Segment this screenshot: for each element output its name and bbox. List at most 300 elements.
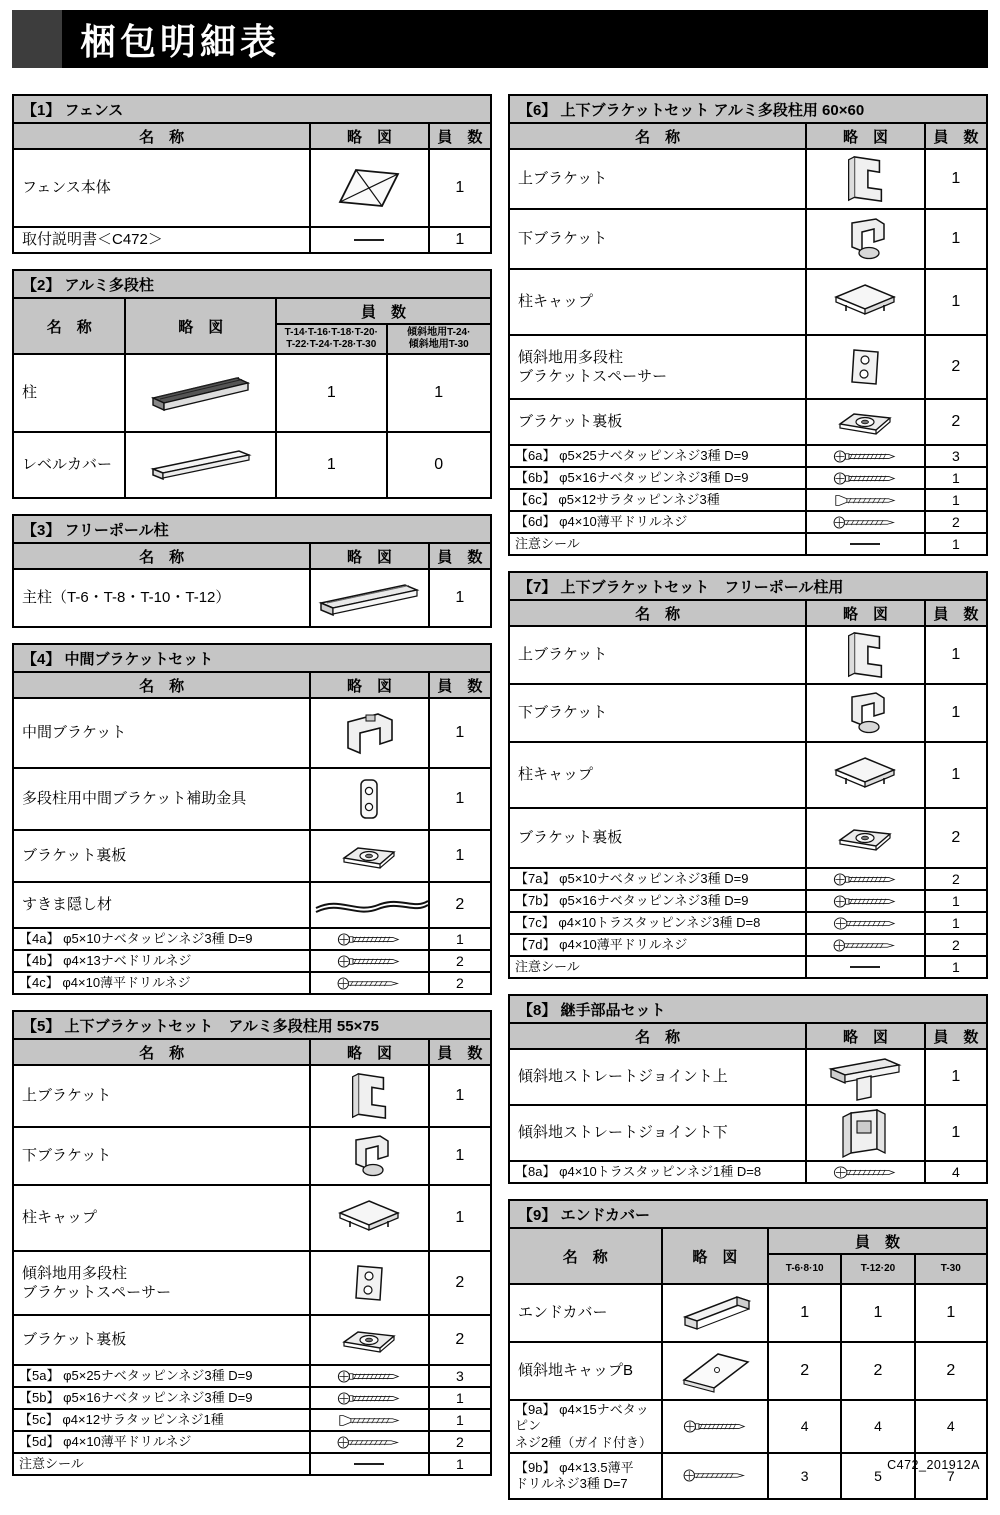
part-diagram-cell bbox=[806, 1161, 924, 1183]
part-row bbox=[509, 1400, 987, 1453]
part-qty: 4 bbox=[915, 1400, 987, 1453]
parts-table-2 bbox=[12, 269, 492, 499]
back-plate-icon bbox=[808, 822, 922, 854]
column-header-diagram: 略 図 bbox=[662, 1228, 768, 1284]
part-row bbox=[509, 467, 987, 489]
part-name: 【6b】 φ5×16ナベタッピンネジ3種 D=9 bbox=[509, 467, 806, 489]
countersunk-screw-icon bbox=[808, 493, 922, 508]
part-row bbox=[509, 868, 987, 890]
pan-screw-icon bbox=[808, 471, 922, 486]
pan-screw-icon bbox=[312, 932, 426, 947]
part-diagram-cell bbox=[806, 209, 924, 269]
dash-icon bbox=[312, 236, 426, 244]
table-columns bbox=[12, 94, 988, 1515]
part-diagram-cell bbox=[806, 489, 924, 511]
column-header-qty: 員 数 bbox=[925, 600, 987, 626]
part-qty: 1 bbox=[429, 569, 491, 627]
part-diagram-cell bbox=[310, 569, 428, 627]
column-header-diagram: 略 図 bbox=[310, 672, 428, 698]
part-qty: 4 bbox=[841, 1400, 914, 1453]
pan-screw-icon bbox=[808, 449, 922, 464]
part-name: 主柱（T-6・T-8・T-10・T-12） bbox=[13, 569, 310, 627]
part-qty: 2 bbox=[925, 335, 987, 399]
part-row bbox=[509, 269, 987, 335]
qty-subheader: T-12·20 bbox=[841, 1254, 914, 1284]
part-diagram-cell bbox=[806, 956, 924, 978]
part-qty: 1 bbox=[925, 742, 987, 808]
parts-table-7 bbox=[508, 571, 988, 979]
page-header bbox=[12, 10, 988, 68]
part-qty: 2 bbox=[429, 882, 491, 928]
part-name: ブラケット裏板 bbox=[13, 830, 310, 882]
part-diagram-cell bbox=[806, 934, 924, 956]
dash-icon bbox=[808, 963, 922, 971]
part-diagram-cell bbox=[806, 868, 924, 890]
part-name: 【6a】 φ5×25ナベタッピンネジ3種 D=9 bbox=[509, 445, 806, 467]
parts-table-9 bbox=[508, 1199, 988, 1500]
dash-icon bbox=[808, 540, 922, 548]
part-diagram-cell bbox=[310, 830, 428, 882]
free-pole-post-icon bbox=[312, 577, 426, 619]
parts-table-8 bbox=[508, 994, 988, 1184]
part-diagram-cell bbox=[310, 1387, 428, 1409]
part-diagram-cell bbox=[806, 399, 924, 445]
part-qty: 1 bbox=[925, 467, 987, 489]
column-header-qty: 員 数 bbox=[768, 1228, 987, 1254]
part-row bbox=[13, 882, 491, 928]
part-name: 【5b】 φ5×16ナベタッピンネジ3種 D=9 bbox=[13, 1387, 310, 1409]
column-header-qty: 員 数 bbox=[429, 1039, 491, 1065]
part-row bbox=[13, 569, 491, 627]
column-header-diagram: 略 図 bbox=[806, 600, 924, 626]
part-diagram-cell bbox=[806, 684, 924, 742]
part-diagram-cell bbox=[310, 1453, 428, 1475]
part-name: 【7d】 φ4×10薄平ドリルネジ bbox=[509, 934, 806, 956]
part-name: 【6c】 φ5×12サラタッピンネジ3種 bbox=[509, 489, 806, 511]
part-name: 傾斜地用多段柱 ブラケットスペーサー bbox=[13, 1251, 310, 1315]
part-name: 傾斜地ストレートジョイント上 bbox=[509, 1049, 806, 1105]
part-diagram-cell bbox=[806, 445, 924, 467]
part-diagram-cell bbox=[806, 912, 924, 934]
part-diagram-cell bbox=[310, 882, 428, 928]
part-name: 【4a】 φ5×10ナベタッピンネジ3種 D=9 bbox=[13, 928, 310, 950]
part-name: 【7b】 φ5×16ナベタッピンネジ3種 D=9 bbox=[509, 890, 806, 912]
part-row bbox=[509, 684, 987, 742]
part-name: 柱キャップ bbox=[13, 1185, 310, 1251]
part-name: 【8a】 φ4×10トラスタッピンネジ1種 D=8 bbox=[509, 1161, 806, 1183]
part-name: 【4c】 φ4×10薄平ドリルネジ bbox=[13, 972, 310, 994]
part-qty: 2 bbox=[429, 1431, 491, 1453]
lower-bracket-icon bbox=[808, 689, 922, 737]
qty-subheader: 傾斜地用T-24· 傾斜地用T-30 bbox=[387, 324, 492, 354]
countersunk-screw-icon bbox=[312, 1413, 426, 1428]
part-diagram-cell bbox=[662, 1400, 768, 1453]
part-qty: 1 bbox=[429, 227, 491, 253]
bracket-spacer-icon bbox=[312, 1261, 426, 1305]
part-name: 【5d】 φ4×10薄平ドリルネジ bbox=[13, 1431, 310, 1453]
part-name: ブラケット裏板 bbox=[13, 1315, 310, 1365]
part-row bbox=[509, 1049, 987, 1105]
part-name: 下ブラケット bbox=[509, 209, 806, 269]
part-qty: 1 bbox=[429, 1065, 491, 1127]
part-row bbox=[509, 912, 987, 934]
part-diagram-cell bbox=[310, 698, 428, 768]
part-diagram-cell bbox=[310, 950, 428, 972]
part-diagram-cell bbox=[806, 808, 924, 868]
part-diagram-cell bbox=[662, 1453, 768, 1499]
part-name: 【5c】 φ4×12サラタッピンネジ1種 bbox=[13, 1409, 310, 1431]
part-qty: 3 bbox=[768, 1453, 841, 1499]
part-diagram-cell bbox=[806, 890, 924, 912]
post-cap-icon bbox=[808, 754, 922, 796]
part-name: 下ブラケット bbox=[509, 684, 806, 742]
part-qty: 1 bbox=[429, 1453, 491, 1475]
part-name: 傾斜地キャップB bbox=[509, 1342, 662, 1400]
back-plate-icon bbox=[312, 1324, 426, 1356]
part-row bbox=[13, 1409, 491, 1431]
part-qty: 2 bbox=[768, 1342, 841, 1400]
pan-screw-icon bbox=[808, 894, 922, 909]
column-header-qty: 員 数 bbox=[925, 123, 987, 149]
table-4-title: 【4】 中間ブラケットセット bbox=[13, 644, 491, 672]
part-row bbox=[509, 149, 987, 209]
part-qty: 2 bbox=[925, 399, 987, 445]
table-2-title: 【2】 アルミ多段柱 bbox=[13, 270, 491, 298]
part-name: 柱キャップ bbox=[509, 742, 806, 808]
part-name: 【5a】 φ5×25ナベタッピンネジ3種 D=9 bbox=[13, 1365, 310, 1387]
part-qty: 4 bbox=[925, 1161, 987, 1183]
table-1-title: 【1】 フェンス bbox=[13, 95, 491, 123]
part-diagram-cell bbox=[806, 533, 924, 555]
aux-plate-icon bbox=[312, 777, 426, 821]
part-row bbox=[13, 1387, 491, 1409]
qty-subheader: T-30 bbox=[915, 1254, 987, 1284]
bracket-spacer-icon bbox=[808, 345, 922, 389]
part-qty: 1 bbox=[429, 928, 491, 950]
upper-bracket-icon bbox=[808, 153, 922, 205]
part-qty: 1 bbox=[925, 533, 987, 555]
part-qty: 2 bbox=[925, 868, 987, 890]
column-header-diagram: 略 図 bbox=[806, 123, 924, 149]
slope-cap-icon bbox=[664, 1348, 766, 1394]
column-header-name: 名 称 bbox=[13, 543, 310, 569]
part-row bbox=[13, 1185, 491, 1251]
part-qty: 1 bbox=[387, 354, 492, 432]
part-name: 注意シール bbox=[509, 956, 806, 978]
pan-screw-icon bbox=[312, 1391, 426, 1406]
part-qty: 1 bbox=[925, 209, 987, 269]
parts-table-6 bbox=[508, 94, 988, 556]
part-row bbox=[13, 972, 491, 994]
joint-bottom-icon bbox=[808, 1107, 922, 1159]
part-name: ブラケット裏板 bbox=[509, 808, 806, 868]
part-qty: 1 bbox=[768, 1284, 841, 1342]
part-name: 柱 bbox=[13, 354, 125, 432]
part-diagram-cell bbox=[125, 432, 276, 498]
part-diagram-cell bbox=[310, 1127, 428, 1185]
column-header-qty: 員 数 bbox=[276, 298, 491, 324]
dash-icon bbox=[312, 1460, 426, 1468]
part-qty: 1 bbox=[925, 269, 987, 335]
pan-screw-icon bbox=[808, 872, 922, 887]
part-name: 注意シール bbox=[509, 533, 806, 555]
left-column bbox=[12, 94, 492, 1491]
part-row bbox=[13, 1453, 491, 1475]
part-row bbox=[13, 1315, 491, 1365]
column-header-qty: 員 数 bbox=[429, 123, 491, 149]
column-header-name: 名 称 bbox=[509, 1023, 806, 1049]
part-row bbox=[13, 1365, 491, 1387]
flat-head-screw-icon bbox=[312, 976, 426, 991]
part-row bbox=[13, 1127, 491, 1185]
part-qty: 2 bbox=[841, 1342, 914, 1400]
column-header-name: 名 称 bbox=[13, 298, 125, 354]
part-qty: 1 bbox=[429, 1127, 491, 1185]
multi-post-icon bbox=[127, 370, 274, 416]
part-qty: 1 bbox=[925, 912, 987, 934]
part-qty: 2 bbox=[915, 1342, 987, 1400]
level-cover-icon bbox=[127, 445, 274, 485]
part-qty: 1 bbox=[925, 1105, 987, 1161]
part-qty: 2 bbox=[925, 511, 987, 533]
part-row bbox=[509, 335, 987, 399]
flat-head-screw-icon bbox=[808, 938, 922, 953]
column-header-name: 名 称 bbox=[509, 123, 806, 149]
part-row bbox=[509, 890, 987, 912]
part-row bbox=[509, 533, 987, 555]
part-name: 【7a】 φ5×10ナベタッピンネジ3種 D=9 bbox=[509, 868, 806, 890]
part-name: 上ブラケット bbox=[13, 1065, 310, 1127]
pan-screw-icon bbox=[664, 1419, 766, 1434]
page-title: 梱包明細表 bbox=[80, 20, 281, 62]
part-qty: 1 bbox=[429, 1185, 491, 1251]
part-diagram-cell bbox=[310, 1409, 428, 1431]
part-diagram-cell bbox=[310, 768, 428, 830]
part-diagram-cell bbox=[310, 149, 428, 227]
part-qty: 1 bbox=[429, 768, 491, 830]
part-row bbox=[13, 149, 491, 227]
back-plate-icon bbox=[312, 840, 426, 872]
column-header-name: 名 称 bbox=[13, 123, 310, 149]
qty-subheader: T-14·T-16·T-18·T-20· T-22·T-24·T-28·T-30 bbox=[276, 324, 386, 354]
column-header-diagram: 略 図 bbox=[310, 543, 428, 569]
part-diagram-cell bbox=[806, 511, 924, 533]
part-diagram-cell bbox=[806, 626, 924, 684]
part-qty: 1 bbox=[276, 432, 386, 498]
part-name: 【9b】 φ4×13.5薄平 ドリルネジ3種 D=7 bbox=[509, 1453, 662, 1499]
part-diagram-cell bbox=[806, 742, 924, 808]
part-name: 上ブラケット bbox=[509, 626, 806, 684]
part-diagram-cell bbox=[806, 1049, 924, 1105]
part-diagram-cell bbox=[125, 354, 276, 432]
part-row bbox=[13, 928, 491, 950]
part-name: エンドカバー bbox=[509, 1284, 662, 1342]
column-header-diagram: 略 図 bbox=[125, 298, 276, 354]
part-row bbox=[509, 445, 987, 467]
column-header-qty: 員 数 bbox=[429, 672, 491, 698]
part-name: 【6d】 φ4×10薄平ドリルネジ bbox=[509, 511, 806, 533]
part-qty: 2 bbox=[925, 808, 987, 868]
table-6-title: 【6】 上下ブラケットセット アルミ多段柱用 60×60 bbox=[509, 95, 987, 123]
part-row bbox=[509, 489, 987, 511]
document-code: C472_201912A bbox=[887, 1458, 980, 1472]
joint-top-icon bbox=[808, 1051, 922, 1103]
part-qty: 3 bbox=[429, 1365, 491, 1387]
part-row bbox=[509, 626, 987, 684]
part-qty: 1 bbox=[925, 489, 987, 511]
part-qty: 2 bbox=[429, 972, 491, 994]
column-header-name: 名 称 bbox=[509, 1228, 662, 1284]
column-header-name: 名 称 bbox=[509, 600, 806, 626]
part-diagram-cell bbox=[310, 227, 428, 253]
part-row bbox=[13, 1431, 491, 1453]
table-5-title: 【5】 上下ブラケットセット アルミ多段柱用 55×75 bbox=[13, 1011, 491, 1039]
part-qty: 2 bbox=[429, 950, 491, 972]
part-qty: 1 bbox=[429, 149, 491, 227]
column-header-name: 名 称 bbox=[13, 672, 310, 698]
part-row bbox=[13, 698, 491, 768]
part-qty: 1 bbox=[925, 684, 987, 742]
part-qty: 2 bbox=[429, 1251, 491, 1315]
upper-bracket-icon bbox=[312, 1070, 426, 1122]
part-row bbox=[509, 1161, 987, 1183]
part-row bbox=[509, 808, 987, 868]
part-qty: 7 bbox=[915, 1453, 987, 1499]
part-qty: 1 bbox=[925, 890, 987, 912]
part-name: 多段柱用中間ブラケット補助金具 bbox=[13, 768, 310, 830]
part-qty: 2 bbox=[429, 1315, 491, 1365]
part-row bbox=[509, 1105, 987, 1161]
column-header-qty: 員 数 bbox=[429, 543, 491, 569]
back-plate-icon bbox=[808, 406, 922, 438]
part-name: 【9a】 φ4×15ナベタッピン ネジ2種（ガイド付き） bbox=[509, 1400, 662, 1453]
part-name: 【4b】 φ4×13ナベドリルネジ bbox=[13, 950, 310, 972]
column-header-qty: 員 数 bbox=[925, 1023, 987, 1049]
part-row bbox=[509, 1284, 987, 1342]
part-row bbox=[509, 209, 987, 269]
column-header-diagram: 略 図 bbox=[806, 1023, 924, 1049]
lower-bracket-icon bbox=[312, 1132, 426, 1180]
column-header-diagram: 略 図 bbox=[310, 1039, 428, 1065]
part-diagram-cell bbox=[806, 1105, 924, 1161]
part-qty: 1 bbox=[925, 956, 987, 978]
part-diagram-cell bbox=[310, 928, 428, 950]
fence-panel-icon bbox=[312, 164, 426, 212]
mid-bracket-icon bbox=[312, 706, 426, 760]
part-name: 上ブラケット bbox=[509, 149, 806, 209]
part-diagram-cell bbox=[310, 1185, 428, 1251]
part-qty: 1 bbox=[915, 1284, 987, 1342]
part-diagram-cell bbox=[806, 467, 924, 489]
part-qty: 1 bbox=[925, 626, 987, 684]
flat-head-screw-icon bbox=[312, 1435, 426, 1450]
part-qty: 1 bbox=[925, 149, 987, 209]
part-name: 傾斜地用多段柱 ブラケットスペーサー bbox=[509, 335, 806, 399]
part-name: すきま隠し材 bbox=[13, 882, 310, 928]
part-diagram-cell bbox=[806, 149, 924, 209]
part-row bbox=[13, 354, 491, 432]
part-row bbox=[509, 956, 987, 978]
part-row bbox=[509, 934, 987, 956]
part-diagram-cell bbox=[310, 1431, 428, 1453]
table-7-title: 【7】 上下ブラケットセット フリーポール柱用 bbox=[509, 572, 987, 600]
part-qty: 2 bbox=[925, 934, 987, 956]
gap-filler-icon bbox=[312, 892, 426, 918]
part-name: ブラケット裏板 bbox=[509, 399, 806, 445]
part-row bbox=[13, 830, 491, 882]
part-qty: 1 bbox=[925, 1049, 987, 1105]
part-name: レベルカバー bbox=[13, 432, 125, 498]
part-row bbox=[509, 399, 987, 445]
part-qty: 5 bbox=[841, 1453, 914, 1499]
parts-table-5 bbox=[12, 1010, 492, 1476]
part-row bbox=[13, 432, 491, 498]
part-name: 傾斜地ストレートジョイント下 bbox=[509, 1105, 806, 1161]
post-cap-icon bbox=[312, 1197, 426, 1239]
part-diagram-cell bbox=[662, 1342, 768, 1400]
post-cap-icon bbox=[808, 281, 922, 323]
part-diagram-cell bbox=[310, 1065, 428, 1127]
end-cover-icon bbox=[664, 1289, 766, 1337]
part-diagram-cell bbox=[310, 1365, 428, 1387]
part-row bbox=[509, 1342, 987, 1400]
qty-subheader: T-6·8·10 bbox=[768, 1254, 841, 1284]
flat-head-screw-icon bbox=[664, 1468, 766, 1483]
part-name: 柱キャップ bbox=[509, 269, 806, 335]
part-qty: 1 bbox=[841, 1284, 914, 1342]
part-row bbox=[509, 511, 987, 533]
part-row bbox=[13, 950, 491, 972]
parts-table-3 bbox=[12, 514, 492, 628]
part-name: 取付説明書＜C472＞ bbox=[13, 227, 310, 253]
part-qty: 0 bbox=[387, 432, 492, 498]
part-name: フェンス本体 bbox=[13, 149, 310, 227]
part-qty: 1 bbox=[429, 830, 491, 882]
part-qty: 1 bbox=[429, 698, 491, 768]
pan-screw-icon bbox=[312, 954, 426, 969]
flat-head-screw-icon bbox=[808, 515, 922, 530]
table-8-title: 【8】 継手部品セット bbox=[509, 995, 987, 1023]
header-accent-block bbox=[12, 10, 62, 68]
parts-table-4 bbox=[12, 643, 492, 995]
part-name: 注意シール bbox=[13, 1453, 310, 1475]
part-name: 【7c】 φ4×10トラスタッピンネジ3種 D=8 bbox=[509, 912, 806, 934]
part-row bbox=[509, 742, 987, 808]
part-qty: 3 bbox=[925, 445, 987, 467]
part-diagram-cell bbox=[310, 972, 428, 994]
pan-screw-icon bbox=[312, 1369, 426, 1384]
part-qty: 1 bbox=[429, 1409, 491, 1431]
part-row bbox=[13, 768, 491, 830]
part-diagram-cell bbox=[310, 1251, 428, 1315]
column-header-diagram: 略 図 bbox=[310, 123, 428, 149]
truss-screw-icon bbox=[808, 1165, 922, 1180]
part-qty: 1 bbox=[429, 1387, 491, 1409]
part-qty: 1 bbox=[276, 354, 386, 432]
table-3-title: 【3】 フリーポール柱 bbox=[13, 515, 491, 543]
truss-screw-icon bbox=[808, 916, 922, 931]
part-row bbox=[13, 227, 491, 253]
parts-table-1 bbox=[12, 94, 492, 254]
part-name: 中間ブラケット bbox=[13, 698, 310, 768]
table-9-title: 【9】 エンドカバー bbox=[509, 1200, 987, 1228]
part-row bbox=[13, 1251, 491, 1315]
part-diagram-cell bbox=[310, 1315, 428, 1365]
part-diagram-cell bbox=[806, 335, 924, 399]
upper-bracket-icon bbox=[808, 629, 922, 681]
lower-bracket-icon bbox=[808, 215, 922, 263]
part-name: 下ブラケット bbox=[13, 1127, 310, 1185]
